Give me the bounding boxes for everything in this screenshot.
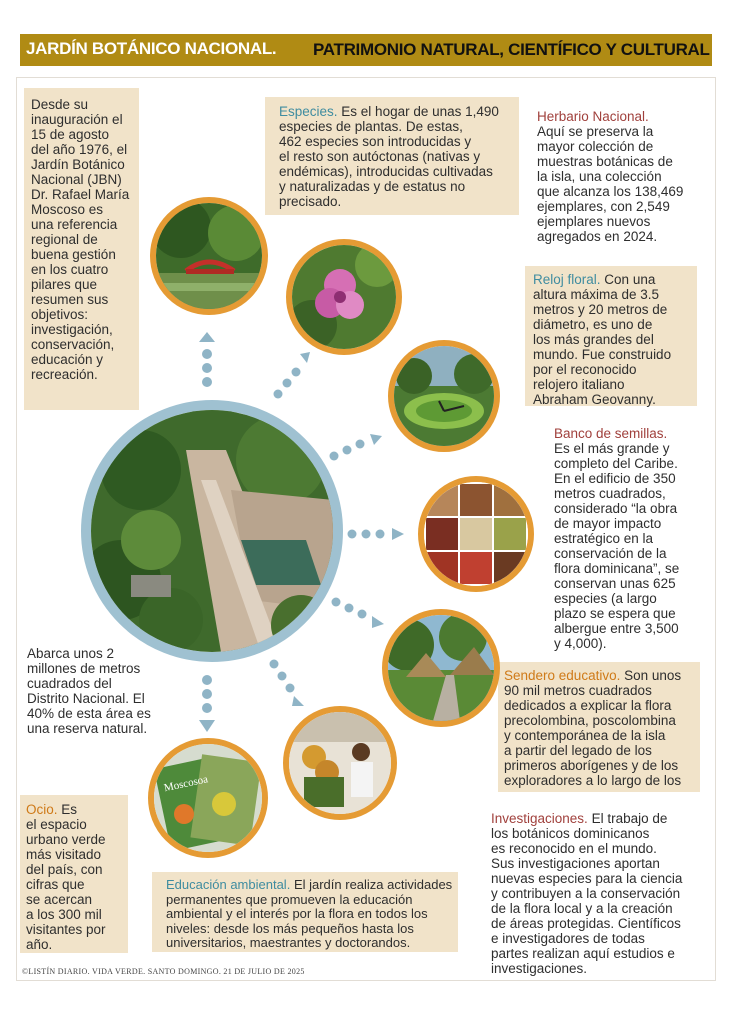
banco-title: Banco de semillas. — [554, 426, 668, 441]
herbario-title: Herbario Nacional. — [537, 109, 649, 124]
floral-clock-photo — [388, 340, 500, 452]
seeds-photo — [418, 476, 534, 592]
bridge-photo — [150, 197, 268, 315]
trail-photo — [382, 609, 500, 727]
reloj-text: Reloj floral. Con una altura máxima de 3.5 metros y 20 metros de diámetro, es uno de los más grandes del mundo. Fue construido por el reconocido relojero italiano Abraham Geovanny. — [533, 272, 672, 407]
herbario-text: Herbario Nacional. Aquí se preserva la mayor colección de muestras botánicas de la isla, una colección que alcanza los 138,469 ejemplares, con 2,549 ejemplares nuevos agregados en 2024. — [537, 109, 707, 244]
book-cover-title: Moscosoa — [162, 773, 210, 795]
especies-text: Especies. Es el hogar de unas 1,490 especies de plantas. De estas, 462 especies son introducidas y el resto son autóctonas (nativas y endémicas), introducidas cultivadas y naturalizadas y de estatus no precisado. — [279, 104, 499, 209]
reloj-title: Reloj floral. — [533, 272, 601, 287]
sendero-text: Sendero educativo. Son unos 90 mil metros cuadrados dedicados a explicar la flora precolombina, poscolombina y contemporánea de la isla a partir del legado de los primeros aborígenes y de los exploradores a lo largo de los — [504, 668, 682, 788]
moscosoa-book-photo — [148, 738, 268, 858]
especies-title: Especies. — [279, 104, 338, 119]
educacion-title: Educación ambiental. — [166, 877, 291, 892]
footer-credit: ©LISTÍN DIARIO. VIDA VERDE. SANTO DOMINGO. 21 DE JULIO DE 2025 — [22, 967, 305, 976]
educacion-text: Educación ambiental. El jardín realiza actividades permanentes que promueven la educación ambiental y el interés por la flora en todos los niveles: desde los más pequeños hasta los universitarios, maestrantes y doctorandos. — [166, 877, 453, 950]
ocio-text: Ocio. Es el espacio urbano verde más visitado del país, con cifras que se acercan a los 300 mil visitantes por año. — [26, 802, 106, 952]
banco-text: Banco de semillas. Es el más grande y completo del Caribe. En el edificio de 350 metros cuadrados, considerado “la obra de mayor impacto estratégico en la conservación de la flora dominicana”, se conservan unas 625 especies (a largo plazo se espera que albergue entre 3,500 y 4,000). — [554, 426, 704, 651]
aerial-garden-photo — [81, 400, 343, 662]
pink-flower-photo — [286, 239, 402, 355]
investigaciones-text: Investigaciones. El trabajo de los botánicos dominicanos es reconocido en el mundo. Sus investigaciones aportan nuevas especies para la ciencia y contribuyen a la conservación de la flora local y a la creación de áreas protegidas. Científicos e investigadores de todas partes realizan aquí estudios e investigaciones. — [491, 811, 683, 976]
education-photo — [283, 706, 397, 820]
intro-text: Desde su inauguración el 15 de agosto del año 1976, el Jardín Botánico Nacional (JBN) Dr. Rafael María Moscoso es una referencia regional de buena gestión en los cuatro pilares que resumen sus objetivos: investigación, conservación, educación y recreación. — [31, 97, 130, 382]
banner-title-right: PATRIMONIO NATURAL, CIENTÍFICO Y CULTURAL — [313, 40, 710, 59]
banner-title-left: JARDÍN BOTÁNICO NACIONAL. — [26, 39, 277, 58]
area-text: Abarca unos 2 millones de metros cuadrados del Distrito Nacional. El 40% de esta área es una reserva natural. — [27, 646, 151, 736]
title-banner — [20, 34, 712, 66]
investigaciones-title: Investigaciones. — [491, 811, 588, 826]
ocio-title: Ocio. — [26, 802, 58, 817]
sendero-title: Sendero educativo. — [504, 668, 621, 683]
